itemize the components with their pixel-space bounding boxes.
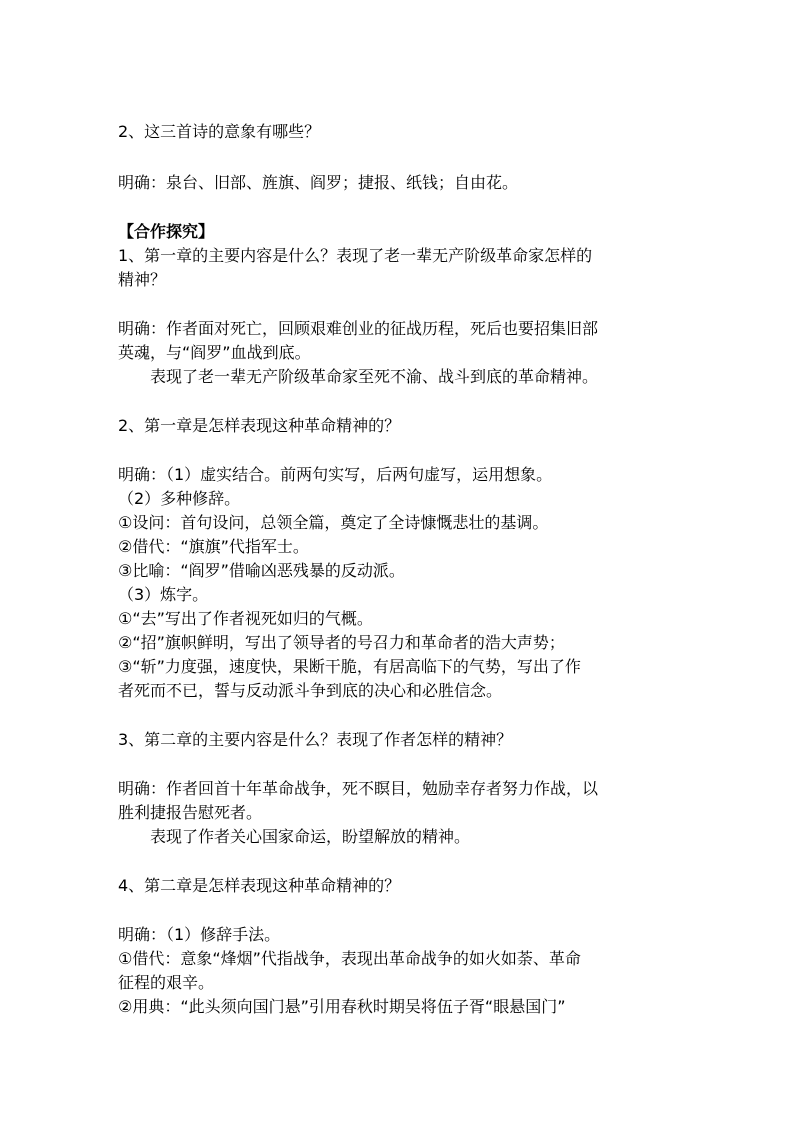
answer-2-line-3: ①设问：首句设问，总领全篇，奠定了全诗慷慨悲壮的基调。	[118, 513, 549, 532]
answer-4-line-1: 明确：（1）修辞手法。	[118, 925, 281, 944]
question-3-heading: 3、第二章的主要内容是什么？表现了作者怎样的精神？	[118, 730, 513, 749]
answer-4-line-3: 征程的艰辛。	[118, 973, 215, 992]
answer-3-line-3: 表现了作者关心国家命运，盼望解放的精神。	[150, 827, 471, 846]
answer-3-line-2: 胜利捷报告慰死者。	[118, 803, 263, 822]
answer-1-line-2: 英魂，与“阎罗”血战到底。	[118, 343, 311, 362]
answer-2-line-10: 者死而不已，誓与反动派斗争到底的决心和必胜信念。	[118, 681, 503, 700]
answer-2-line-6: （3）炼字。	[118, 585, 209, 604]
answer-2-line-8: ②“招”旗帜鲜明，写出了领导者的号召力和革命者的浩大声势；	[118, 633, 565, 652]
answer-imagery: 明确：泉台、旧部、旌旗、阎罗；捷报、纸钱；自由花。	[118, 173, 519, 192]
answer-2-line-4: ②借代：“旗旗”代指军士。	[118, 537, 309, 556]
answer-2-line-5: ③比喻：“阎罗”借喻凶恶残暴的反动派。	[118, 561, 405, 580]
answer-3-line-1: 明确：作者回首十年革命战争，死不瞑目，勉励幸存者努力作战，以	[118, 779, 599, 798]
question-2-heading: 2、这三首诗的意象有哪些？	[118, 122, 321, 141]
answer-2-line-1: 明确：（1）虚实结合。前两句实写，后两句虚写，运用想象。	[118, 465, 553, 484]
section-heading-cooperative-inquiry: 【合作探究】	[118, 222, 215, 241]
answer-1-line-3: 表现了老一辈无产阶级革命家至死不渝、战斗到底的革命精神。	[150, 367, 599, 386]
question-1-line-2: 精神？	[118, 270, 167, 289]
answer-2-line-2: （2）多种修辞。	[118, 489, 241, 508]
answer-4-line-4: ②用典：“此头须向国门悬”引用春秋时期吴将伍子胥“眼悬国门”	[118, 997, 566, 1016]
question-2b-heading: 2、第一章是怎样表现这种革命精神的？	[118, 416, 401, 435]
answer-1-line-1: 明确：作者面对死亡，回顾艰难创业的征战历程，死后也要招集旧部	[118, 319, 599, 338]
answer-4-line-2: ①借代：意象“烽烟”代指战争，表现出革命战争的如火如荼、革命	[118, 949, 581, 968]
question-1-line-1: 1、第一章的主要内容是什么？表现了老一辈无产阶级革命家怎样的	[118, 246, 593, 265]
answer-2-line-7: ①“去”写出了作者视死如归的气概。	[118, 609, 373, 628]
question-4-heading: 4、第二章是怎样表现这种革命精神的？	[118, 876, 401, 895]
answer-2-line-9: ③“斩”力度强，速度快，果断干脆，有居高临下的气势，写出了作	[118, 657, 581, 676]
